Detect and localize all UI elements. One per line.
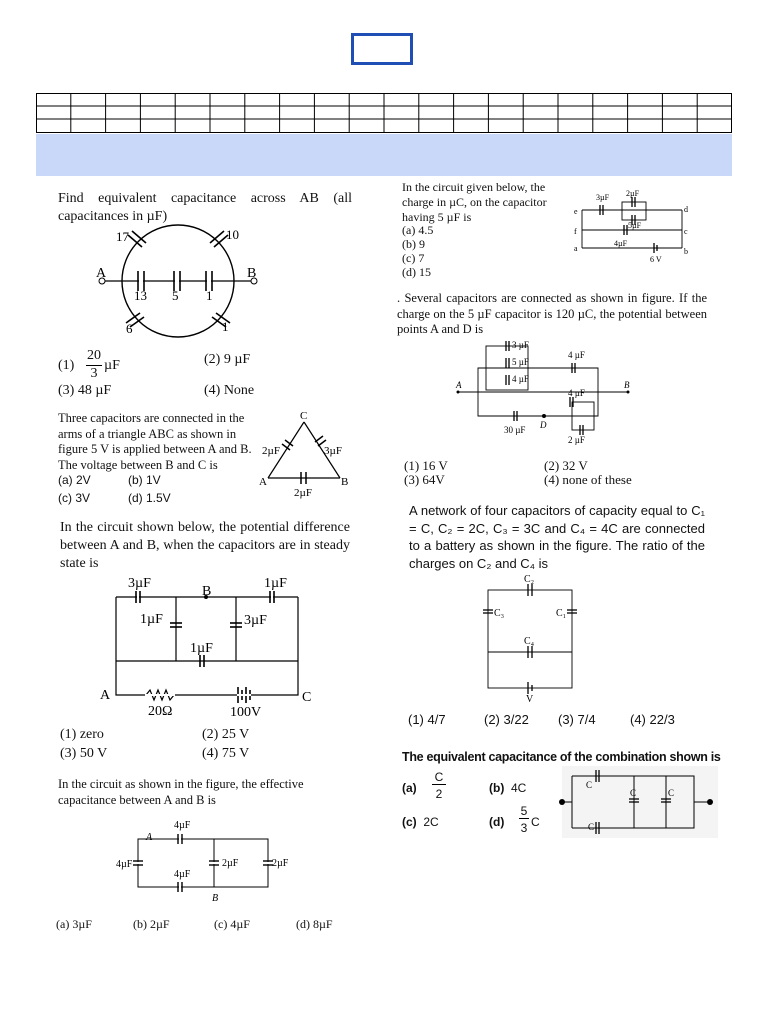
q6-option-4: (4) none of these xyxy=(544,472,632,487)
q3-label-a: A xyxy=(100,688,111,703)
q5-label-d: d xyxy=(684,205,688,214)
q1-option-1: (1) 20 3 µF xyxy=(58,348,120,381)
q1-circuit-diagram xyxy=(90,225,270,340)
q5-label-c: c xyxy=(684,227,688,236)
q1-label-13: 13 xyxy=(134,288,147,303)
q3-circuit-diagram xyxy=(98,573,318,721)
q3-label-battery: 100V xyxy=(230,705,262,720)
q2-label-c: C xyxy=(300,410,308,422)
q2-option-d: (d) 1.5V xyxy=(128,491,171,505)
q8-option-d: (d) 5 3 C xyxy=(489,804,540,835)
q5-option-d: (d) 15 xyxy=(402,265,431,279)
q7-label-v: V xyxy=(526,694,534,705)
q2-label-bottom-cap: 2µF xyxy=(294,487,312,499)
q3-label-1uf-mid: 1µF xyxy=(190,641,213,656)
q3-label-1uf-top: 1µF xyxy=(264,576,287,591)
q3-label-3uf-top: 3µF xyxy=(128,576,151,591)
q4-option-b: (b) 2µF xyxy=(133,917,170,931)
q1-option-3: (3) 48 µF xyxy=(58,383,112,398)
q4-label-right-cap-2: 2µF xyxy=(272,858,289,869)
q6-label-4uf-a: 4 µF xyxy=(512,374,529,384)
q1-label-1: 1 xyxy=(206,288,213,303)
q7-label-c4: C₄ xyxy=(524,636,535,647)
q6-label-d: D xyxy=(540,420,547,430)
q1-question-text: Find equivalent capacitance across AB (all capacitances in µF) xyxy=(58,191,352,225)
q3-question-text: In the circuit shown below, the potential difference between A and B, when the capacitors are in steady state is xyxy=(60,520,350,572)
q1-label-17: 17 xyxy=(116,229,129,244)
q7-option-1: (1) 4/7 xyxy=(408,712,446,727)
q4-question-text: In the circuit as shown in the figure, the effective capacitance between A and B is xyxy=(58,777,304,807)
q4-label-left-cap: 4µF xyxy=(116,859,133,870)
q8-option-b: (b) 4C xyxy=(489,781,527,795)
q3-option-3: (3) 50 V xyxy=(60,746,108,761)
q4-option-c: (c) 4µF xyxy=(214,917,250,931)
q6-option-3: (3) 64V xyxy=(404,472,445,487)
q4-label-mid-cap: 4µF xyxy=(174,869,191,880)
q6-option-1: (1) 16 V xyxy=(404,458,448,473)
q2-question-text: Three capacitors are connected in the arms of a triangle ABC as shown in figure 5 V is applied between A and B. The voltage between B and C is xyxy=(58,411,252,472)
q1-label-5: 5 xyxy=(172,288,179,303)
q3-label-3uf-right: 3µF xyxy=(244,613,267,628)
q3-option-1: (1) zero xyxy=(60,727,104,742)
q3-label-c: C xyxy=(302,690,312,705)
q8-label-c-top: C xyxy=(586,780,593,790)
q8-option-a: (a) C 2 xyxy=(402,770,462,804)
q2-label-b: B xyxy=(341,476,349,488)
q5-label-6v: 6 V xyxy=(650,255,662,264)
q7-option-3: (3) 7/4 xyxy=(558,712,596,727)
q5-option-a: (a) 4.5 xyxy=(402,223,434,237)
q5-option-c: (c) 7 xyxy=(402,251,425,265)
q4-option-d: (d) 8µF xyxy=(296,917,333,931)
q3-label-1uf-left: 1µF xyxy=(140,612,163,627)
q5-label-2uf: 2µF xyxy=(626,189,640,198)
q5-label-b: b xyxy=(684,247,688,256)
q4-label-b: B xyxy=(212,893,219,904)
q3-option-2: (2) 25 V xyxy=(202,727,250,742)
q2-label-a: A xyxy=(259,476,267,488)
q1-label-a: A xyxy=(96,266,107,281)
q5-label-a: a xyxy=(574,244,578,253)
q2-label-left-cap: 2µF xyxy=(262,445,280,457)
q7-label-c1: C₁ xyxy=(556,608,567,619)
q1-label-6: 6 xyxy=(126,321,133,336)
q8-label-c-mid-2: C xyxy=(668,788,675,798)
q6-label-a: A xyxy=(456,380,462,390)
q5-circuit-diagram xyxy=(570,188,696,266)
q5-label-e: e xyxy=(574,207,578,216)
q4-circuit-diagram xyxy=(118,815,298,903)
q7-label-c3: C₃ xyxy=(494,608,505,619)
header-logo-box xyxy=(351,33,413,65)
q1-option-4: (4) None xyxy=(204,383,255,398)
q6-question-text: . Several capacitors are connected as shown in figure. If the charge on the 5 µF capacitor is 120 µC, the potential between points A and D is xyxy=(397,291,707,337)
q6-label-b: B xyxy=(624,380,630,390)
header-banner xyxy=(36,134,732,176)
q4-label-top-cap: 4µF xyxy=(174,820,191,831)
q8-question-text: The equivalent capacitance of the combination shown is xyxy=(402,750,721,764)
q6-label-2uf: 2 µF xyxy=(568,435,585,445)
q8-label-c-mid-1: C xyxy=(630,788,637,798)
q2-label-right-cap: 3µF xyxy=(324,445,342,457)
q2-option-c: (c) 3V xyxy=(58,491,91,505)
q5-question-text: In the circuit given below, the charge in µC, on the capacitor having 5 µF is xyxy=(402,180,547,224)
q5-label-3uf: 3µF xyxy=(596,193,610,202)
q8-label-c-bot: C xyxy=(588,822,595,832)
q7-option-2: (2) 3/22 xyxy=(484,712,529,727)
q5-label-5uf: 5µF xyxy=(628,221,642,230)
q5-option-b: (b) 9 xyxy=(402,237,425,251)
q3-label-resistor: 20Ω xyxy=(148,704,173,719)
q6-option-2: (2) 32 V xyxy=(544,458,588,473)
q5-label-4uf: 4µF xyxy=(614,239,628,248)
header-grid-table xyxy=(36,93,732,133)
q4-label-a: A xyxy=(146,832,153,843)
q3-label-b: B xyxy=(202,584,212,599)
q6-label-5uf: 5 µF xyxy=(512,357,529,367)
q7-label-c2: C₂ xyxy=(524,574,535,585)
q6-circuit-diagram xyxy=(448,338,638,448)
q1-label-1b: 1 xyxy=(222,319,229,334)
q5-label-f: f xyxy=(574,227,577,236)
q4-label-right-cap-1: 2µF xyxy=(222,858,239,869)
q1-label-b: B xyxy=(247,266,257,281)
q6-label-30uf: 30 µF xyxy=(504,425,526,435)
q1-option-2: (2) 9 µF xyxy=(204,352,251,367)
q8-circuit-diagram xyxy=(562,766,718,838)
q6-label-3uf: 3 µF xyxy=(512,340,529,350)
q6-label-4uf-c: 4 µF xyxy=(568,388,585,398)
q2-triangle-diagram xyxy=(258,408,358,498)
q2-option-a: (a) 2V xyxy=(58,473,91,487)
q7-circuit-diagram xyxy=(478,574,582,704)
q4-option-a: (a) 3µF xyxy=(56,917,92,931)
q7-question-text: A network of four capacitors of capacity equal to C₁ = C, C₂ = 2C, C₃ = 3C and C₄ = 4C are connected to a battery as shown in the figure. The ratio of the charges on C₂ and C₄ is xyxy=(409,503,705,571)
q6-label-4uf-b: 4 µF xyxy=(568,350,585,360)
q7-option-4: (4) 22/3 xyxy=(630,712,675,727)
q3-option-4: (4) 75 V xyxy=(202,746,250,761)
q1-label-10: 10 xyxy=(226,227,239,242)
q8-option-c: (c) 2C xyxy=(402,815,439,829)
q2-option-b: (b) 1V xyxy=(128,473,161,487)
